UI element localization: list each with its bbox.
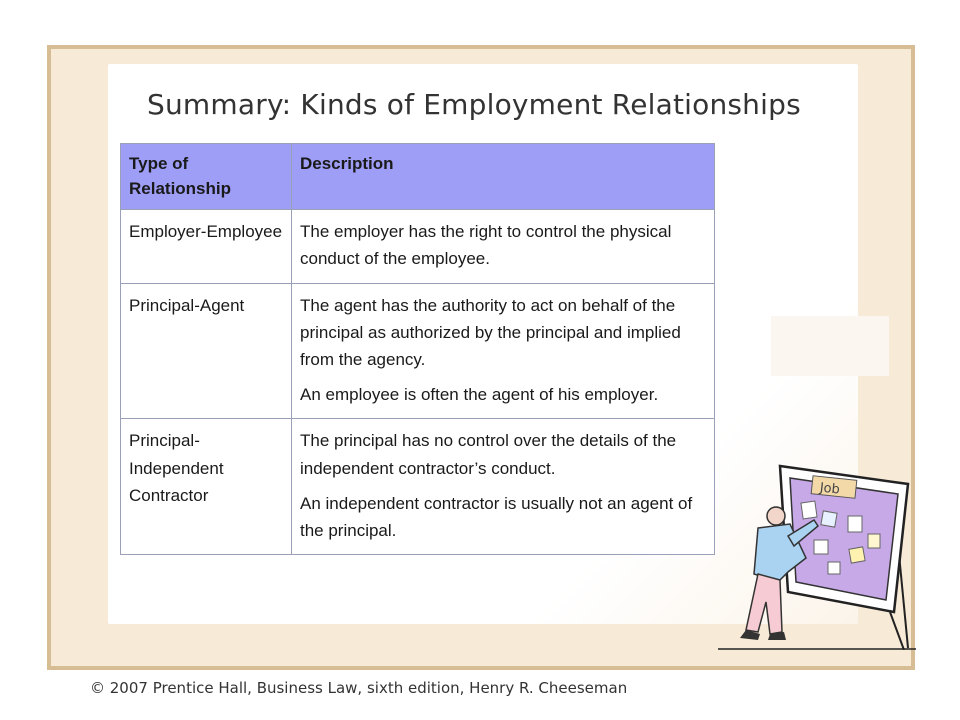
employment-relationships-table (120, 143, 715, 555)
relationship-type-cell: Employer-Employee (121, 210, 292, 283)
slide-footer: © 2007 Prentice Hall, Business Law, sixth edition, Henry R. Cheeseman (90, 679, 628, 697)
description-paragraph: The employer has the right to control the physical conduct of the employee. (300, 222, 672, 269)
board-label-text: Job (819, 480, 841, 498)
description-paragraph: The principal has no control over the details of the independent contractor’s conduct. (300, 431, 677, 478)
relationship-description-cell (292, 419, 715, 555)
relationship-type-cell: Principal-Independent Contractor (121, 419, 292, 555)
job-board-clipart-icon (718, 462, 916, 650)
relationship-description-cell (292, 283, 715, 419)
header-description: Description (292, 144, 715, 210)
description-paragraph: An independent contractor is usually not an agent of the principal. (300, 493, 693, 540)
header-type-of-relationship: Type of Relationship (121, 144, 292, 210)
description-paragraph: An employee is often the agent of his employer. (300, 385, 659, 405)
description-paragraph: The agent has the authority to act on behalf of the principal as authorized by the principal and implied from the agency. (300, 295, 681, 370)
table-row (121, 283, 715, 419)
table-row (121, 210, 715, 283)
table-header-row (121, 144, 715, 210)
slide-title: Summary: Kinds of Employment Relationships (147, 88, 801, 121)
table-row (121, 419, 715, 555)
relationship-type-cell: Principal-Agent (121, 283, 292, 419)
relationship-description-cell (292, 210, 715, 283)
faint-placeholder-box (771, 316, 889, 376)
